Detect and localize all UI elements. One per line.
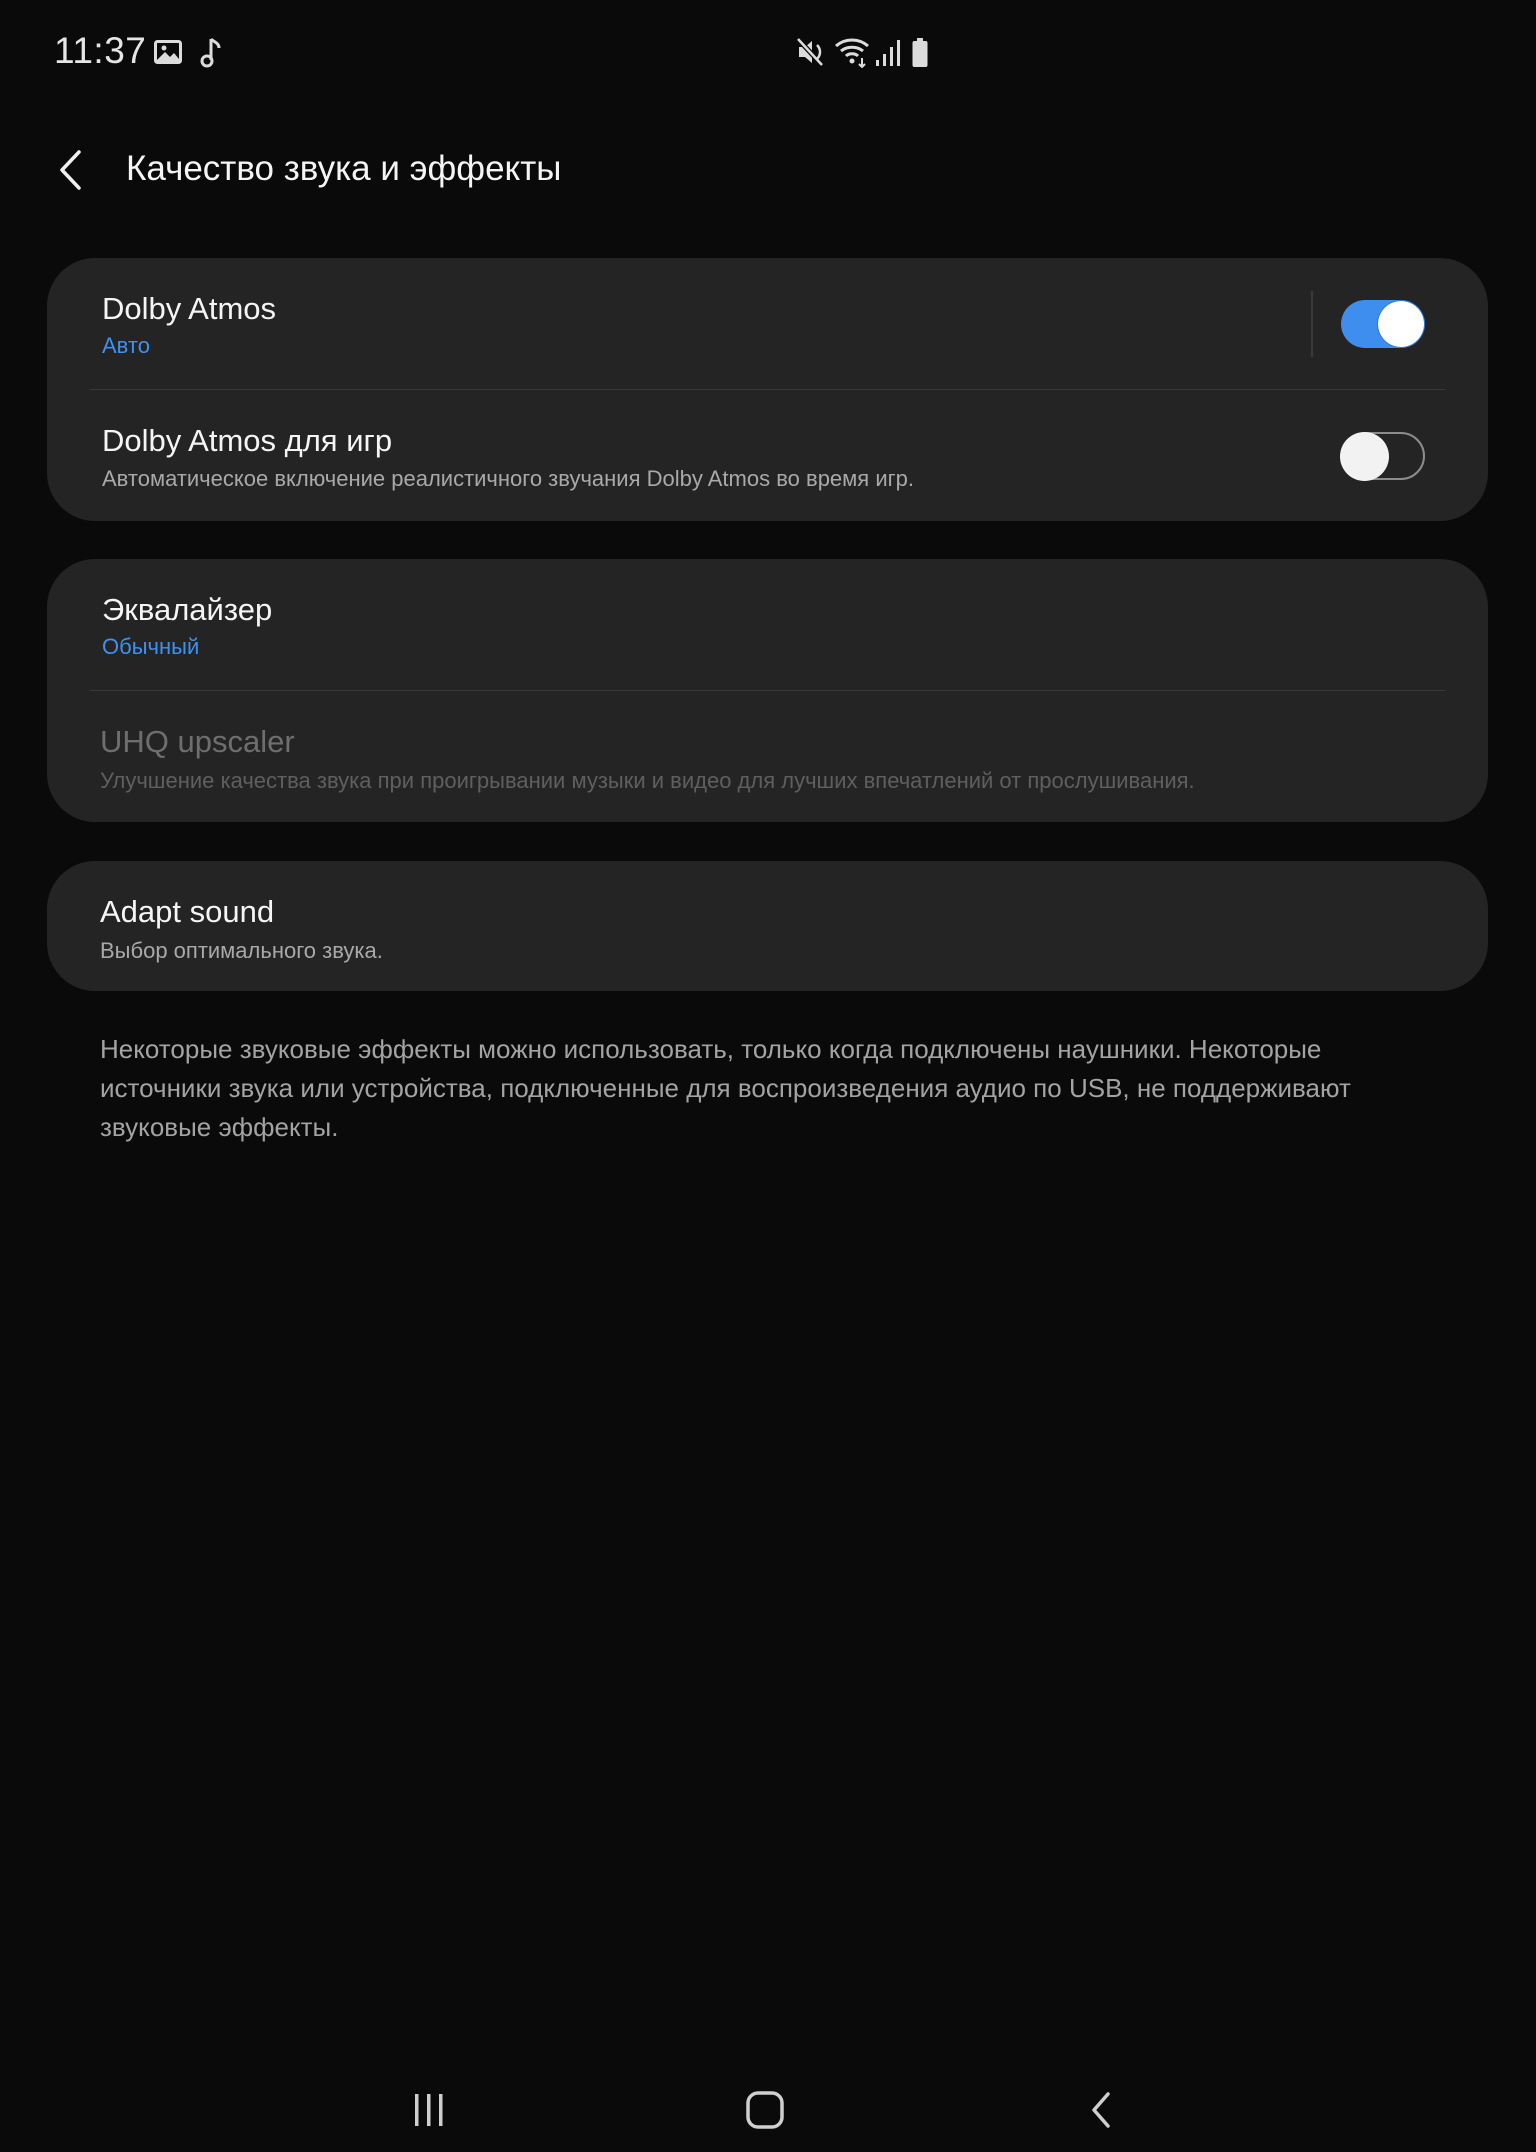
dolby-card	[47, 258, 1488, 521]
equalizer-value: Обычный	[102, 634, 200, 659]
nav-back-button[interactable]	[1061, 2072, 1141, 2152]
equalizer-row[interactable]	[47, 559, 1488, 690]
mute-icon	[796, 36, 826, 68]
uhq-upscaler-description: Улучшение качества звука при проигрывании музыки и видео для лучших впечатлений от прослушивания.	[100, 768, 1195, 793]
wifi-icon	[833, 36, 871, 68]
status-time: 11:37	[54, 30, 147, 71]
dolby-atmos-games-toggle[interactable]	[1341, 432, 1425, 480]
app-header	[0, 120, 1536, 220]
row-vertical-divider	[1311, 291, 1313, 357]
dolby-atmos-title: Dolby Atmos	[102, 291, 277, 326]
adapt-sound-description: Выбор оптимального звука.	[100, 938, 383, 963]
equalizer-card	[47, 559, 1488, 822]
home-button[interactable]	[725, 2072, 805, 2152]
toggle-knob	[1378, 301, 1424, 347]
chevron-left-icon	[54, 148, 86, 197]
page-title: Качество звука и эффекты	[126, 149, 562, 188]
adapt-sound-card	[47, 861, 1488, 991]
dolby-atmos-games-description: Автоматическое включение реалистичного звучания Dolby Atmos во время игр.	[102, 466, 914, 491]
music-note-icon	[198, 36, 224, 68]
recent-apps-icon	[409, 2090, 449, 2135]
gallery-icon	[154, 38, 182, 66]
signal-icon	[874, 38, 902, 68]
status-bar	[0, 0, 1536, 105]
recent-apps-button[interactable]	[389, 2072, 469, 2152]
dolby-atmos-games-title: Dolby Atmos для игр	[102, 423, 393, 458]
home-icon	[744, 2089, 786, 2136]
uhq-upscaler-title: UHQ upscaler	[100, 724, 295, 759]
dolby-atmos-row[interactable]	[47, 258, 1488, 389]
dolby-atmos-status: Авто	[102, 333, 150, 358]
toggle-knob	[1340, 432, 1389, 481]
back-button[interactable]	[40, 142, 100, 202]
equalizer-title: Эквалайзер	[102, 592, 273, 627]
battery-icon	[911, 37, 929, 69]
dolby-atmos-toggle[interactable]	[1341, 300, 1425, 348]
adapt-sound-title: Adapt sound	[100, 894, 275, 929]
dolby-atmos-games-row[interactable]	[47, 390, 1488, 521]
navigation-bar	[0, 2060, 1536, 2140]
uhq-upscaler-row[interactable]	[47, 691, 1488, 822]
footnote: Некоторые звуковые эффекты можно использовать, только когда подключены наушники. Некоторые источники звука или устройства, подключенные для воспроизведения аудио по USB, не поддерживают звуковые эффекты.	[100, 1034, 1351, 1142]
back-icon	[1086, 2090, 1116, 2135]
adapt-sound-row[interactable]	[47, 861, 1488, 991]
